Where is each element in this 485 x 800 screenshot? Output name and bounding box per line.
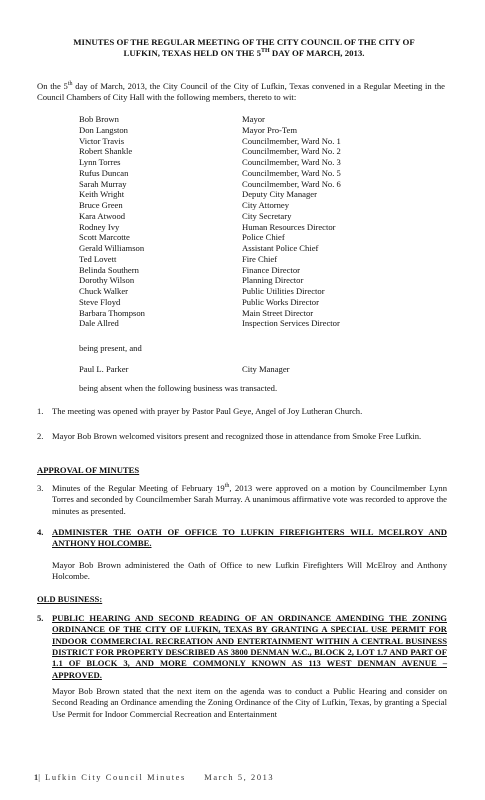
- item-heading: PUBLIC HEARING AND SECOND READING OF AN ORDINANCE AMENDING THE ZONING ORDINANCE OF THE CITY OF LUFKIN, TEXAS BY GRANTING A SPECIAL USE PERMIT FOR INDOOR COMMERCIAL RECREATION AND ENTERTAINMENT WITHIN A CENTRAL BUSINESS DISTRICT FOR PROPERTY DESCRIBED AS 3800 DENMAN W.C., BLOCK 2, LOT 1.7 AND PART OF 1.1 OF BLOCK 3, AND MORE COMMONLY KNOWN AS 113 WEST DENMAN AVENUE – APPROVED.: [52, 613, 447, 680]
- item-3-superscript: th: [224, 483, 230, 490]
- member-name: Rodney Ivy: [79, 221, 120, 232]
- title-line-2-end: DAY OF MARCH, 2013.: [269, 48, 365, 59]
- item-text: The meeting was opened with prayer by Pastor Paul Geye, Angel of Joy Lutheran Church.: [52, 406, 363, 416]
- footer-text: | Lufkin City Council Minutes March 5, 2013: [38, 773, 275, 782]
- roster-row: [79, 157, 439, 168]
- intro-paragraph: [37, 81, 445, 104]
- member-title: Assistant Police Chief: [242, 243, 319, 253]
- member-name: Victor Travis: [79, 135, 125, 146]
- item-heading: ADMINISTER THE OATH OF OFFICE TO LUFKIN FIREFIGHTERS WILL MCELROY AND ANTHONY HOLCOMBE.: [52, 527, 447, 549]
- agenda-item-3: [37, 483, 447, 517]
- member-title: Main Street Director: [242, 307, 314, 318]
- member-title: Councilmember, Ward No. 3: [242, 157, 341, 167]
- roster-row: [79, 146, 439, 157]
- intro-superscript: th: [67, 81, 73, 88]
- title-line-2-text: LUFKIN, TEXAS HELD ON THE 5: [123, 48, 262, 59]
- agenda-item-5-text: Mayor Bob Brown stated that the next item on the agenda was to conduct a Public Hearing and consider on Second Reading an Ordinance amending the Zoning Ordinance of the City of Lufkin, Texas, by granting a Special Use Permit for Indoor Commercial Recreation and Entertainment: [52, 686, 447, 719]
- roster-row: [79, 222, 439, 233]
- item-number: 2.: [37, 431, 44, 441]
- item-number: 3.: [37, 483, 44, 493]
- item-3-text-start: Minutes of the Regular Meeting of February 19: [52, 483, 225, 493]
- section-heading-old-business: OLD BUSINESS:: [37, 594, 103, 604]
- attendance-roster: [79, 114, 439, 329]
- member-title: Deputy City Manager: [242, 189, 317, 200]
- member-name: Dale Allred: [79, 318, 119, 329]
- roster-row: [79, 211, 439, 222]
- item-text: Mayor Bob Brown welcomed visitors present and recognized those in attendance from Smoke Free Lufkin.: [52, 431, 422, 441]
- roster-row: [79, 243, 439, 254]
- item-text: [52, 483, 447, 517]
- roster-row: [79, 275, 439, 286]
- roster-row: [79, 297, 439, 308]
- roster-row: [79, 265, 439, 276]
- member-title: Public Utilities Director: [242, 286, 325, 296]
- member-title: Mayor: [242, 114, 265, 124]
- roster-row: [79, 136, 439, 147]
- member-title: Mayor Pro-Tem: [242, 124, 298, 135]
- member-name: Ted Lovett: [79, 253, 117, 264]
- roster-row: [79, 189, 439, 200]
- member-name: Robert Shankle: [79, 146, 133, 157]
- title-superscript: TH: [261, 48, 270, 55]
- member-title: Human Resources Director: [242, 221, 336, 232]
- roster-row: [79, 254, 439, 265]
- roster-row: [79, 318, 439, 329]
- member-title: Finance Director: [242, 264, 300, 275]
- member-name: Lynn Torres: [79, 157, 121, 167]
- member-name: Gerald Williamson: [79, 243, 145, 253]
- document-title: [44, 37, 444, 60]
- footer-page-number: 1: [34, 773, 39, 782]
- item-number: 5.: [37, 613, 44, 623]
- agenda-item-1: [37, 406, 447, 417]
- roster-row: [79, 179, 439, 190]
- roster-row: [79, 200, 439, 211]
- page-footer: [34, 772, 274, 783]
- roster-row: [79, 125, 439, 136]
- being-present-text: being present, and: [79, 343, 142, 353]
- roster-row: [79, 114, 439, 125]
- member-name: Sarah Murray: [79, 178, 127, 189]
- member-name: Dorothy Wilson: [79, 275, 135, 286]
- member-title: Fire Chief: [242, 253, 278, 264]
- member-title: Councilmember, Ward No. 6: [242, 178, 341, 189]
- item-number: 4.: [37, 527, 44, 537]
- intro-text-start: On the 5: [37, 81, 68, 91]
- member-title: Police Chief: [242, 232, 285, 243]
- section-heading-approval: APPROVAL OF MINUTES: [37, 465, 140, 475]
- member-title: Inspection Services Director: [242, 318, 340, 329]
- member-name: Keith Wright: [79, 189, 125, 200]
- member-name: Rufus Duncan: [79, 167, 129, 178]
- item-3-text-end: , 2013 were approved on a motion by Councilmember Lynn Torres and seconded by Councilmember Sarah Murray. A unanimous affirmative vote was recorded to approve the minutes as presented.: [52, 483, 447, 516]
- agenda-item-2: [37, 431, 447, 442]
- member-name: Steve Floyd: [79, 296, 121, 307]
- member-title: Public Works Director: [242, 296, 319, 307]
- agenda-item-4-text: Mayor Bob Brown administered the Oath of Office to new Lufkin Firefighters Will McElroy and Anthony Holcombe.: [52, 560, 447, 582]
- roster-row: [79, 286, 439, 297]
- member-title: Councilmember, Ward No. 1: [242, 135, 341, 146]
- roster-row: [79, 232, 439, 243]
- member-name: Barbara Thompson: [79, 307, 145, 318]
- intro-text-end: day of March, 2013, the City Council of the City of Lufkin, Texas convened in a Regular Meeting in the Council Chambers of City Hall with the following members, thereto to wit:: [37, 81, 445, 103]
- absent-member-title: City Manager: [242, 364, 290, 374]
- member-title: City Attorney: [242, 200, 290, 210]
- roster-row: [79, 168, 439, 179]
- member-title: City Secretary: [242, 210, 292, 221]
- member-title: Planning Director: [242, 275, 304, 286]
- member-name: Scott Marcotte: [79, 232, 130, 243]
- member-name: Bob Brown: [79, 114, 119, 124]
- member-name: Chuck Walker: [79, 286, 129, 296]
- title-line-2: [44, 48, 444, 59]
- absent-member-row: [79, 364, 399, 375]
- member-name: Belinda Southern: [79, 264, 139, 275]
- roster-row: [79, 308, 439, 319]
- member-title: Councilmember, Ward No. 5: [242, 167, 341, 178]
- member-name: Don Langston: [79, 124, 128, 135]
- member-title: Councilmember, Ward No. 2: [242, 146, 341, 157]
- agenda-item-5: [37, 613, 447, 681]
- absent-member-name: Paul L. Parker: [79, 364, 129, 374]
- absent-note: being absent when the following business was transacted.: [79, 383, 278, 393]
- member-name: Kara Atwood: [79, 210, 126, 221]
- item-number: 1.: [37, 406, 44, 416]
- agenda-item-4: [37, 527, 447, 550]
- member-name: Bruce Green: [79, 200, 123, 210]
- title-line-1: MINUTES OF THE REGULAR MEETING OF THE CITY COUNCIL OF THE CITY OF: [73, 37, 415, 47]
